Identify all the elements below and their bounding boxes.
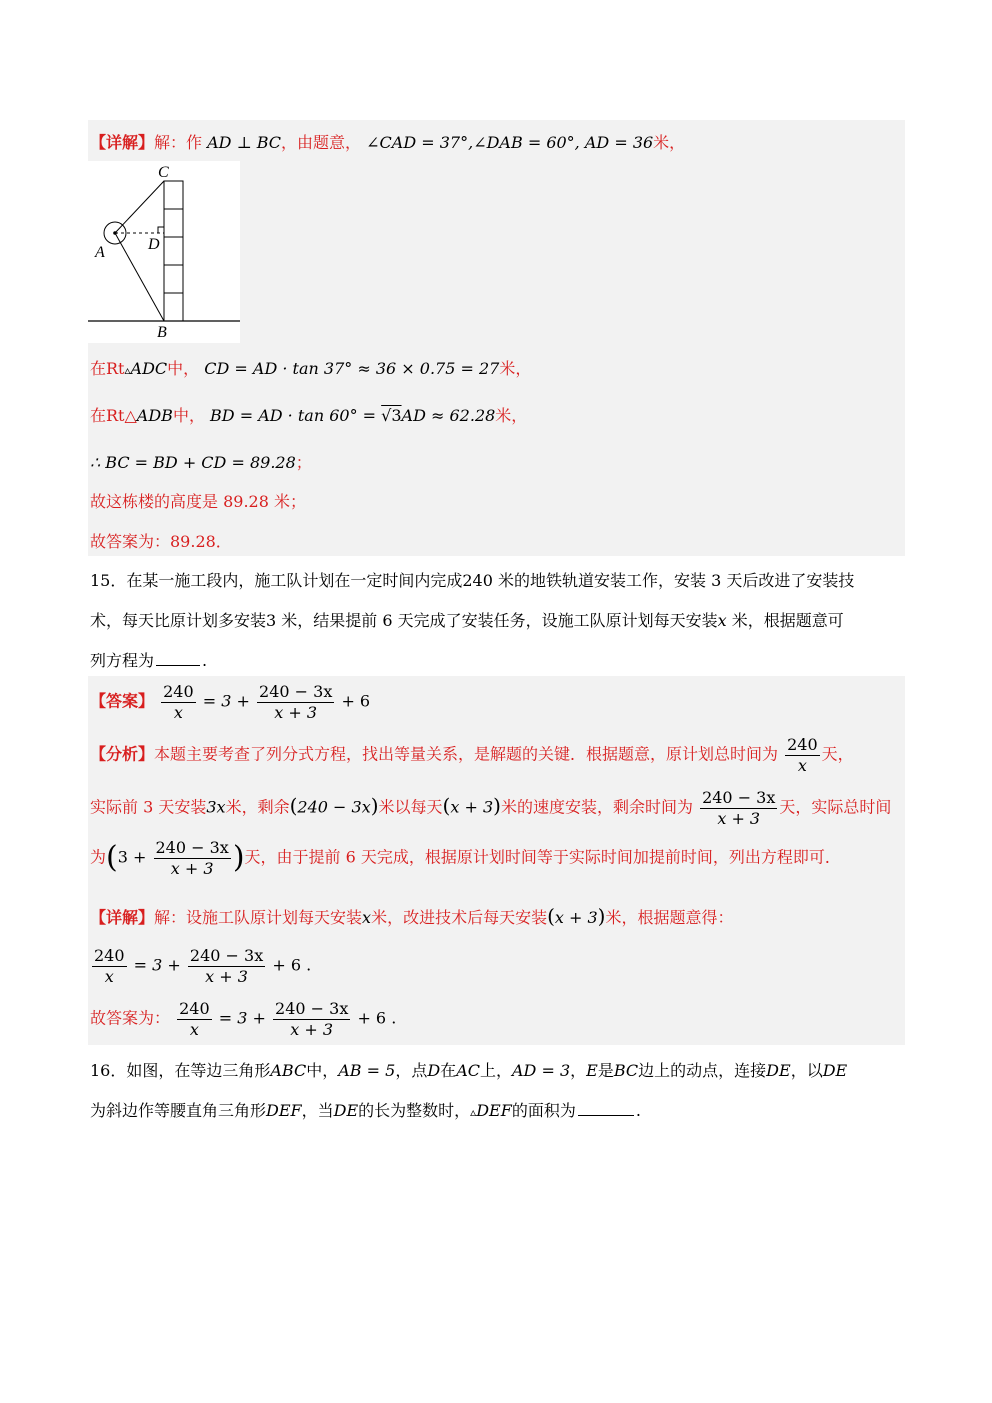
fraction: $\frac{240 - 3x}{x + 3}$ (275, 999, 349, 1039)
answer-blank (578, 1101, 634, 1116)
q15-line-2: 术，每天比原计划多安装3 米，结果提前 6 天完成了安装任务，设施工队原计划每天安装x 米，根据题意可 (90, 611, 844, 630)
answer-line: 【答案】 $\frac{240}{x}$ = 3 + $\frac{240 - 3x}{x + 3}$ + 6 (90, 682, 371, 722)
fraction: $\frac{240}{x}$ (179, 999, 210, 1039)
detail-line: 【详解】解：作 AD ⊥ BC，由题意， ∠CAD = 37°,∠DAB = 60°, AD = 36米， (90, 133, 686, 152)
q16-line-2: 为斜边作等腰直角三角形DEF，当DE的长为整数时，▵DEF的面积为 . (90, 1101, 641, 1120)
q15-line-3: 列方程为 . (90, 651, 208, 670)
fraction: $\frac{240 - 3x}{x + 3}$ (189, 946, 264, 986)
analysis-line-1: 【分析】本题主要考查了列分式方程，找出等量关系，是解题的关键．根据题意，原计划总时间为 $\frac{240}{x}$ 天， (90, 735, 854, 775)
geometry-figure (88, 161, 240, 343)
fraction: $\frac{240 - 3x}{x + 3}$ (702, 788, 776, 828)
fraction: $\frac{240}{x}$ (94, 946, 125, 986)
final-answer-line: 故答案为： $\frac{240}{x}$ = 3 + $\frac{240 - 3x}{x + 3}$ + 6 . (90, 999, 397, 1039)
label-b: B (157, 324, 167, 341)
equation-line: $\frac{240}{x}$ = 3 + $\frac{240 - 3x}{x + 3}$ + 6 . (94, 946, 312, 986)
analysis-line-2: 实际前 3 天安装3x米，剩余(240 − 3x)米以每天(x + 3)米的速度安装，剩余时间为 $\frac{240 - 3x}{x + 3}$ 天，实际总时间 (90, 788, 892, 828)
building (164, 181, 183, 321)
fraction: $\frac{240 - 3x}{x + 3}$ (259, 682, 333, 722)
solution-line-1: 在Rt▵ADC中， CD = AD · tan 37° ≈ 36 × 0.75 = 27米， (90, 359, 532, 378)
building-diagram (88, 161, 240, 343)
solution-line-3: ∴ BC = BD + CD = 89.28； (90, 453, 312, 472)
fraction: $\frac{240}{x}$ (163, 682, 194, 722)
q16-line-1: 16．如图，在等边三角形ABC中，AB = 5，点D在AC上，AD = 3，E是BC边上的动点，连接DE，以DE (90, 1061, 848, 1080)
line-ac (115, 181, 164, 233)
fraction: $\frac{240}{x}$ (787, 735, 818, 775)
detail-line-2: 【详解】解：设施工队原计划每天安装x米，改进技术后每天安装(x + 3)米，根据题意得： (90, 904, 734, 928)
answer-blank (156, 651, 200, 666)
analysis-line-3: 为(3 + $\frac{240 - 3x}{x + 3}$ )天，由于提前 6 天完成，根据原计划时间等于实际时间加提前时间，列出方程即可． (90, 838, 841, 878)
label-d: D (148, 236, 160, 253)
label-a: A (95, 244, 105, 261)
label-c: C (158, 164, 169, 181)
q15-line-1: 15．在某一施工段内，施工队计划在一定时间内完成240 米的地铁轨道安装工作，安装 3 天后改进了安装技 (90, 571, 855, 590)
solution-line-5: 故答案为：89.28． (90, 532, 232, 551)
right-angle-mark (158, 227, 164, 233)
solution-line-2: 在Rt△ADB中， BD = AD · tan 60° = √3AD ≈ 62.28米， (90, 406, 528, 425)
solution-line-4: 故这栋楼的高度是 89.28 米； (90, 492, 306, 511)
fraction: $\frac{240 - 3x}{x + 3}$ (155, 838, 229, 878)
